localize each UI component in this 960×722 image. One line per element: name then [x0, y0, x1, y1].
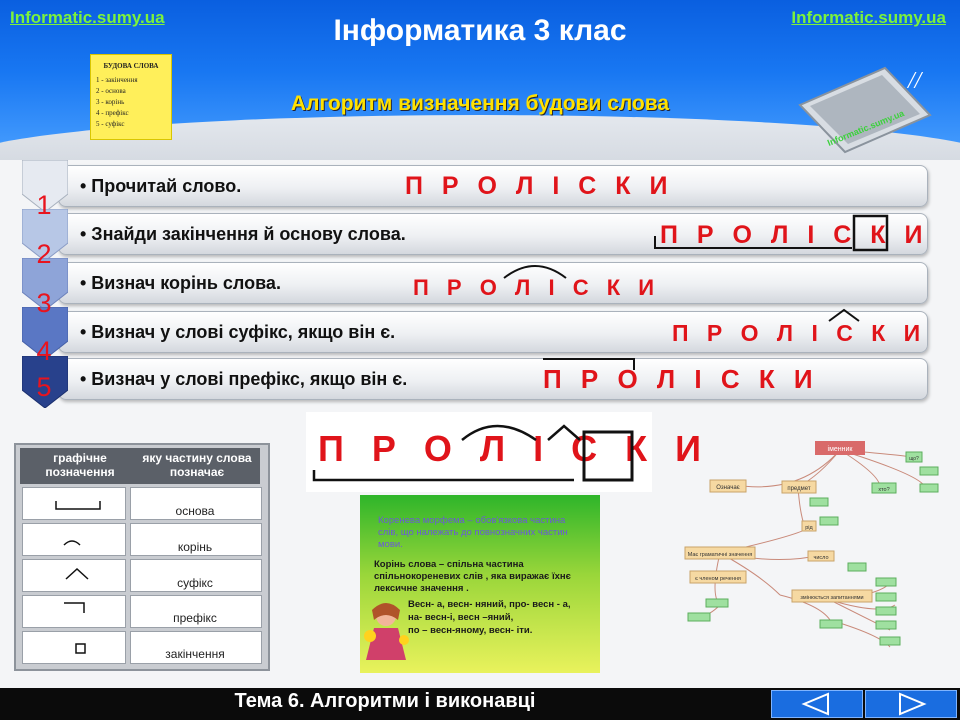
svg-text:предмет: предмет [787, 486, 811, 492]
svg-text:число: число [813, 555, 829, 561]
card-title: БУДОВА СЛОВА [103, 62, 159, 70]
svg-text:є членом речення: є членом речення [695, 576, 741, 582]
root-arc-mark [500, 260, 570, 280]
word-structure-card [90, 54, 172, 140]
laptop-icon [790, 60, 940, 155]
table-col-header: графічне позначення [45, 451, 115, 479]
step-number: 4 [36, 336, 52, 366]
example-line: на- весн-і, весн –яний, [408, 612, 514, 623]
page-subtitle: Алгоритм визначення будови слова [290, 92, 670, 115]
definition-root: Корінь слова – спільна частина спільнокореневих слів , яка виражає їхнє лексичне значення . [374, 559, 571, 594]
table-symbols [22, 487, 124, 662]
table-col-header: яку частину слова позначає [142, 451, 252, 479]
card-item: 1 - закінчення [96, 76, 138, 84]
step-text: • Визнач у слові префікс, якщо він є. [80, 369, 408, 389]
step-text: • Визнач у слові суфікс, якщо він є. [80, 322, 396, 342]
word-example-2: П Р О Л І С К И [660, 221, 929, 249]
definition-morpheme: Коренева морфема – обов'язкова частина слів, що належать до повнозначних частин мови. [378, 515, 568, 550]
site-link-left[interactable]: Informatic.sumy.ua [10, 8, 165, 27]
example-line: Весн- а, весн- няний, про- весн - а, [408, 599, 571, 610]
card-item: 4 - префікс [96, 109, 129, 117]
table-row-label: корінь [177, 540, 213, 554]
word-example-1: П Р О Л І С К И [405, 172, 674, 200]
next-triangle-icon [866, 691, 956, 717]
card-item: 2 - основа [96, 87, 126, 95]
prefix-mark [540, 356, 640, 372]
card-item: 5 - суфікс [96, 120, 125, 128]
prev-slide-button[interactable] [771, 690, 863, 718]
full-analysis-marks [306, 410, 652, 490]
mindmap-center: іменник [827, 446, 853, 453]
page-title: Інформатика 3 клас [333, 14, 627, 47]
site-link-right[interactable]: Informatic.sumy.ua [791, 8, 946, 27]
word-example-5: П Р О Л І С К И [543, 364, 819, 394]
step-text: • Визнач корінь слова. [80, 273, 281, 293]
table-row-label: основа [175, 504, 215, 518]
cartoon-doll-icon [362, 600, 412, 672]
table-row-label: закінчення [165, 647, 225, 661]
laptop-label: Informatic.sumy.ua [825, 108, 906, 149]
mind-map [680, 435, 945, 675]
big-word: П Р О Л І С К И [318, 428, 711, 469]
svg-text:що?: що? [909, 456, 919, 462]
prev-triangle-icon [772, 691, 862, 717]
card-item: 3 - корінь [96, 98, 125, 106]
table-row-label: префікс [173, 611, 217, 625]
table-row-label: суфікс [177, 576, 213, 590]
svg-text://: // [908, 68, 922, 94]
example-line: по – весн-яному, весн- іти. [408, 625, 533, 636]
step-number: 2 [36, 239, 52, 269]
word-example-4: П Р О Л І С К И [672, 320, 927, 346]
suffix-mark [826, 307, 862, 323]
footer-title: Тема 6. Алгоритми і виконавці [234, 690, 536, 712]
svg-text:хто?: хто? [878, 487, 890, 493]
base-ending-marks [652, 214, 892, 254]
svg-text:рід: рід [805, 525, 813, 531]
word-example-3: П Р О Л І С К И [413, 275, 661, 300]
svg-text:Має граматичні значення: Має граматичні значення [687, 552, 753, 558]
next-slide-button[interactable] [865, 690, 957, 718]
step-number: 3 [36, 288, 52, 318]
step-text: • Прочитай слово. [80, 176, 242, 196]
step-text: • Знайди закінчення й основу слова. [80, 224, 406, 244]
step-number: 1 [36, 190, 52, 220]
svg-text:змінюється запитаннями: змінюється запитаннями [800, 595, 864, 601]
svg-text:Означає: Означає [716, 485, 740, 491]
step-number: 5 [36, 372, 52, 402]
